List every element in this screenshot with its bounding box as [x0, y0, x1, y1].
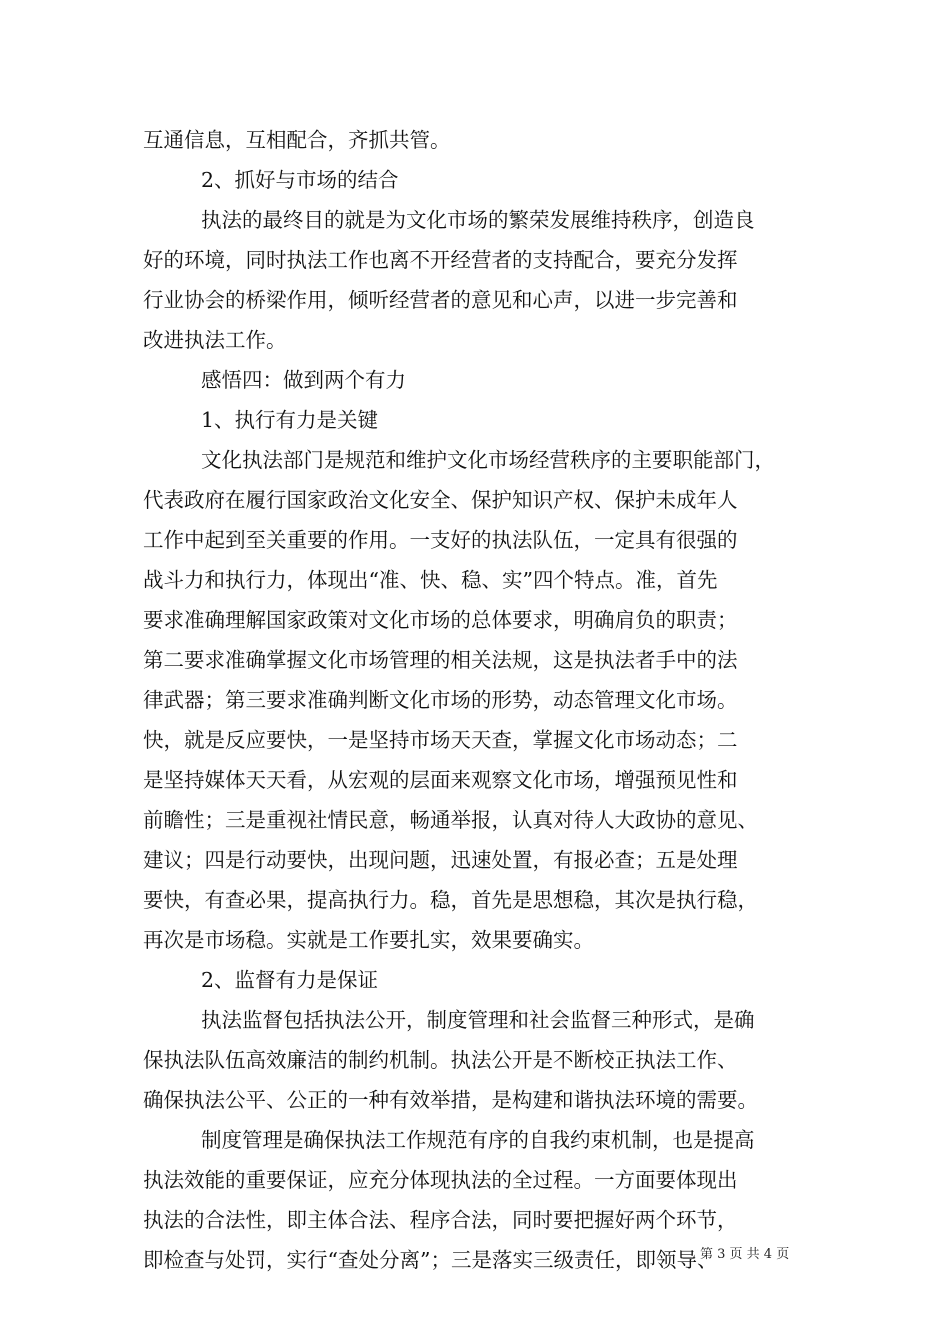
text-line: 执法监督包括执法公开，制度管理和社会监督三种形式，是确: [201, 1008, 755, 1032]
text-line: 互通信息，互相配合，齐抓共管。: [143, 128, 451, 152]
text-line: 好的环境，同时执法工作也离不开经营者的支持配合，要充分发挥: [143, 248, 738, 272]
text-line: 感悟四：做到两个有力: [201, 368, 406, 392]
text-line: 执法的最终目的就是为文化市场的繁荣发展维持秩序，创造良: [201, 208, 755, 232]
text-line: 改进执法工作。: [143, 328, 287, 352]
text-line: 再次是市场稳。实就是工作要扎实，效果要确实。: [143, 928, 594, 952]
text-line: 要快，有查必果，提高执行力。稳，首先是思想稳，其次是执行稳，: [143, 888, 758, 912]
text-line: 执法效能的重要保证，应充分体现执法的全过程。一方面要体现出: [143, 1168, 738, 1192]
text-line: 确保执法公平、公正的一种有效举措，是构建和谐执法环境的需要。: [143, 1088, 758, 1112]
text-line: 制度管理是确保执法工作规范有序的自我约束机制，也是提高: [201, 1128, 755, 1152]
text-line: 战斗力和执行力，体现出“准、快、稳、实”四个特点。准，首先: [143, 568, 718, 592]
text-line: 代表政府在履行国家政治文化安全、保护知识产权、保护未成年人: [143, 488, 738, 512]
text-line: 是坚持媒体天天看，从宏观的层面来观察文化市场，增强预见性和: [143, 768, 738, 792]
text-line: 第二要求准确掌握文化市场管理的相关法规，这是执法者手中的法: [143, 648, 738, 672]
text-line: 快，就是反应要快，一是坚持市场天天查，掌握文化市场动态；二: [143, 728, 738, 752]
page-number: 第 3 页 共 4 页: [700, 1247, 790, 1262]
text-line: 2、监督有力是保证: [201, 968, 379, 992]
text-line: 律武器；第三要求准确判断文化市场的形势，动态管理文化市场。: [143, 688, 738, 712]
text-line: 工作中起到至关重要的作用。一支好的执法队伍，一定具有很强的: [143, 528, 738, 552]
text-line: 建议；四是行动要快，出现问题，迅速处置，有报必查；五是处理: [143, 848, 738, 872]
text-line: 即检查与处罚，实行“查处分离”；三是落实三级责任，即领导、: [143, 1248, 718, 1272]
text-line: 保执法队伍高效廉洁的制约机制。执法公开是不断校正执法工作、: [143, 1048, 738, 1072]
text-line: 前瞻性；三是重视社情民意，畅通举报，认真对待人大政协的意见、: [143, 808, 758, 832]
text-line: 行业协会的桥梁作用，倾听经营者的意见和心声，以进一步完善和: [143, 288, 738, 312]
text-line: 2、抓好与市场的结合: [201, 168, 399, 192]
text-line: 文化执法部门是规范和维护文化市场经营秩序的主要职能部门，: [201, 448, 775, 472]
document-body: [143, 120, 808, 1280]
text-line: 要求准确理解国家政策对文化市场的总体要求，明确肩负的职责；: [143, 608, 738, 632]
text-line: 1、执行有力是关键: [201, 408, 379, 432]
text-line: 执法的合法性，即主体合法、程序合法，同时要把握好两个环节，: [143, 1208, 738, 1232]
